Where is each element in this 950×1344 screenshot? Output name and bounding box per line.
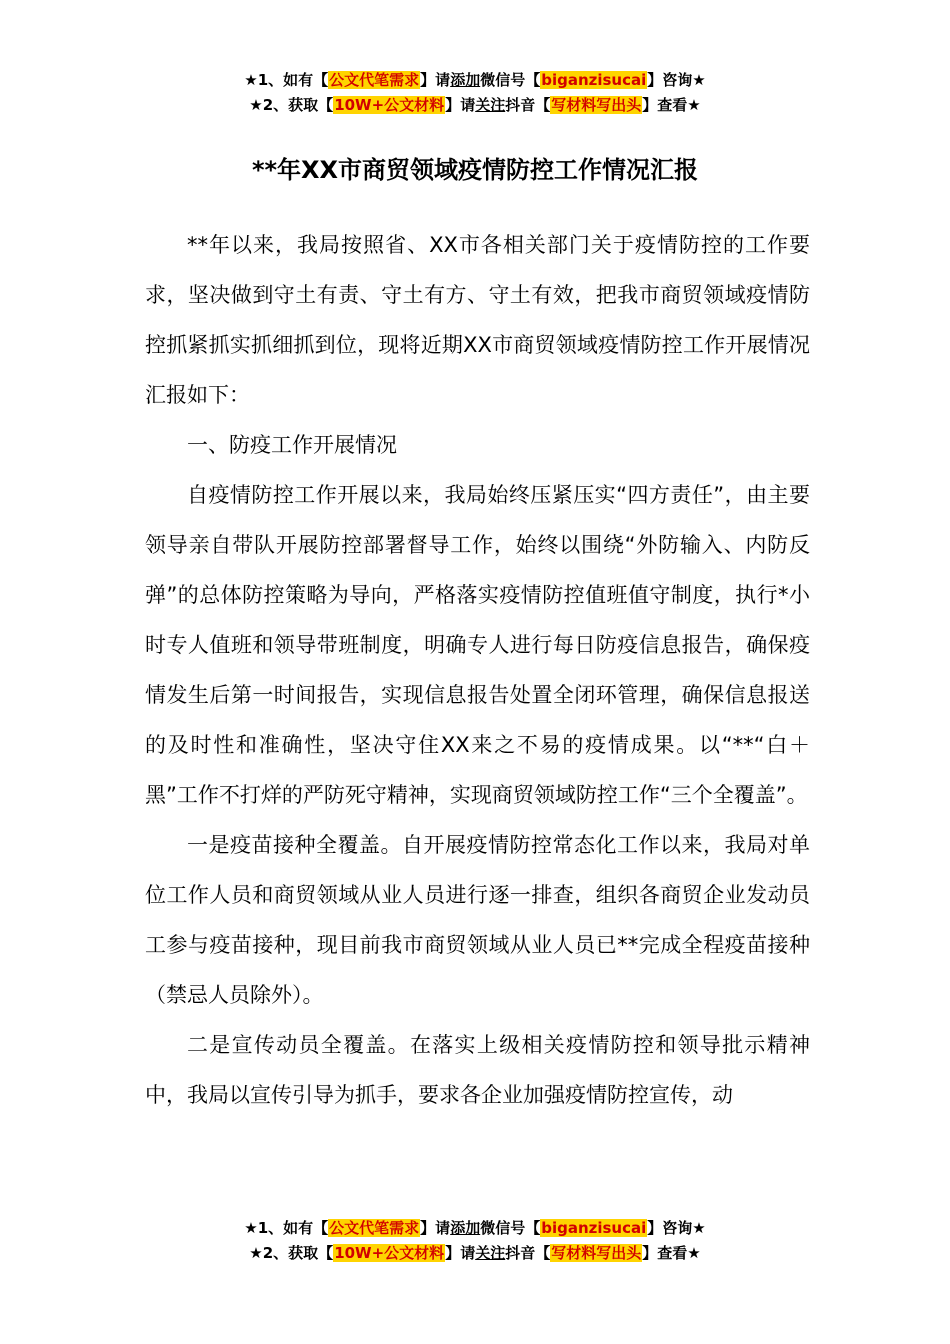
banner-highlight: biganzisucai	[541, 71, 647, 89]
banner-text: 抖音【	[505, 1244, 551, 1262]
banner-text: 】咨询★	[647, 1219, 706, 1237]
banner-text: ★2、获取【	[249, 1244, 334, 1262]
banner-highlight: 写材料写出头	[551, 1244, 642, 1262]
banner-text: 微信号【	[480, 1219, 541, 1237]
banner-text: 抖音【	[505, 96, 551, 114]
document-body	[145, 220, 810, 1120]
banner-line-1	[0, 1216, 950, 1241]
header-banner	[0, 68, 950, 118]
banner-highlight: biganzisucai	[541, 1219, 647, 1237]
banner-text: 】查看★	[642, 96, 701, 114]
banner-line-2	[0, 93, 950, 118]
body-paragraph: 一是疫苗接种全覆盖。自开展疫情防控常态化工作以来，我局对单位工作人员和商贸领域从业人员进行逐一排查，组织各商贸企业发动员工参与疫苗接种，现目前我市商贸领域从业人员已**完成全程疫苗接种（禁忌人员除外）。	[145, 833, 810, 1007]
banner-text: 】咨询★	[647, 71, 706, 89]
banner-highlight: 公文代笔需求	[329, 71, 420, 89]
banner-highlight: 写材料写出头	[551, 96, 642, 114]
section-heading: 一、防疫工作开展情况	[187, 433, 397, 457]
banner-highlight: 10W+公文材料	[334, 1244, 445, 1262]
banner-text: ★2、获取【	[249, 96, 334, 114]
banner-text: 】请	[420, 1219, 451, 1237]
banner-highlight: 公文代笔需求	[329, 1219, 420, 1237]
body-paragraph: **年以来，我局按照省、XX市各相关部门关于疫情防控的工作要求，坚决做到守土有责、守土有方、守土有效，把我市商贸领域疫情防控抓紧抓实抓细抓到位，现将近期XX市商贸领域疫情防控工作开展情况汇报如下：	[145, 233, 810, 407]
body-paragraph: 自疫情防控工作开展以来，我局始终压紧压实“四方责任”，由主要领导亲自带队开展防控部署督导工作，始终以围绕“外防输入、内防反弹”的总体防控策略为导向，严格落实疫情防控值班值守制度，执行*小时专人值班和领导带班制度，明确专人进行每日防疫信息报告，确保疫情发生后第一时间报告，实现信息报告处置全闭环管理，确保信息报送的及时性和准确性，坚决守住XX来之不易的疫情成果。以“**“白＋黑”工作不打烊的严防死守精神，实现商贸领域防控工作“三个全覆盖”。	[145, 483, 810, 807]
banner-text: 微信号【	[480, 71, 541, 89]
banner-text: 】请	[420, 71, 451, 89]
banner-underline: 关注	[475, 96, 506, 114]
banner-underline: 添加	[450, 71, 481, 89]
banner-text: ★1、如有【	[244, 71, 329, 89]
banner-underline: 添加	[450, 1219, 481, 1237]
banner-underline: 关注	[475, 1244, 506, 1262]
banner-text: 】请	[445, 1244, 476, 1262]
body-paragraph: 二是宣传动员全覆盖。在落实上级相关疫情防控和领导批示精神中，我局以宣传引导为抓手，要求各企业加强疫情防控宣传，动	[145, 1033, 810, 1107]
footer-banner	[0, 1216, 950, 1266]
banner-text: 】请	[445, 96, 476, 114]
document-title: **年XX市商贸领域疫情防控工作情况汇报	[251, 156, 699, 184]
banner-text: 】查看★	[642, 1244, 701, 1262]
banner-line-2	[0, 1241, 950, 1266]
banner-line-1	[0, 68, 950, 93]
banner-text: ★1、如有【	[244, 1219, 329, 1237]
banner-highlight: 10W+公文材料	[334, 96, 445, 114]
